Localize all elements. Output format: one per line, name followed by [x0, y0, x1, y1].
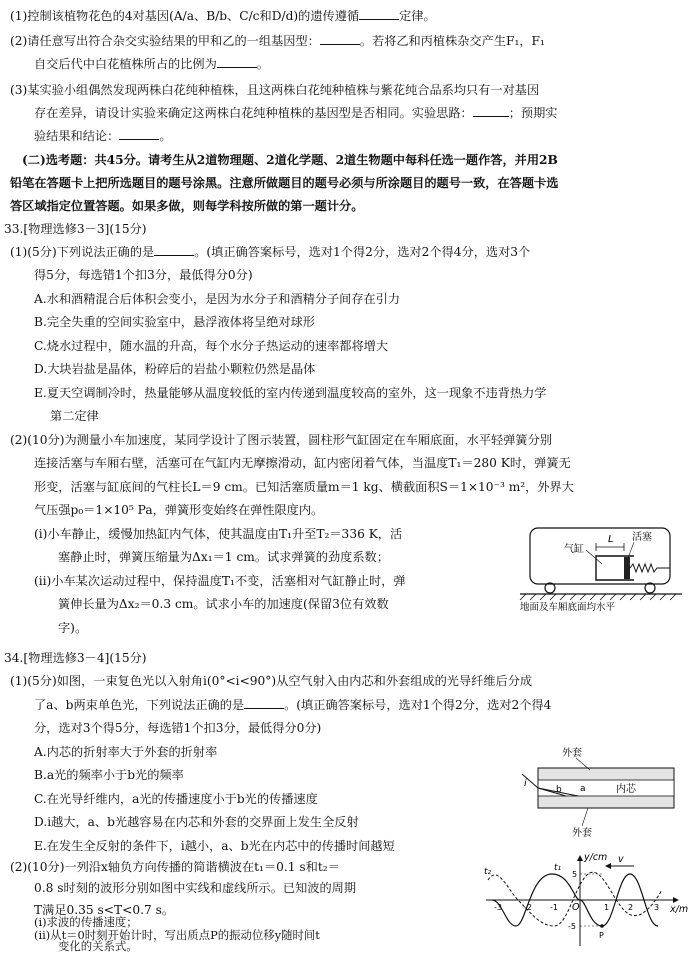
figure-caption: 地面及车厢底面均水平: [520, 602, 616, 612]
answer-blank: [217, 67, 257, 68]
label-O: O: [572, 902, 580, 913]
answer-blank: [473, 116, 509, 117]
q33-part2: (2)(10分)为测量小车加速度，某同学设计了图示装置，圆柱形气缸固定在车厢底面，水平轻弹簧分别: [10, 433, 552, 447]
q-genetics-3-cont2: [34, 128, 172, 144]
y-tick-neg5: -5: [568, 922, 576, 931]
label-outer-bottom: 外套: [572, 828, 592, 839]
optical-fiber-figure: [516, 744, 676, 844]
text: 。若将乙和丙植株杂交产生F₁，F₁: [359, 34, 545, 48]
label-core: 内芯: [616, 784, 636, 795]
elective-instructions-2: 铅笔在答题卡上把所选题目的题号涂黑。注意所做题目的题号必须与所涂题目的题号一致，在答题卡选: [10, 176, 559, 190]
answer-blank: [154, 255, 194, 256]
q34-option-c: C.在光导纤维内，a光的传播速度小于b光的传播速度: [34, 792, 318, 806]
q33-option-e-cont: 第二定律: [50, 409, 99, 423]
q34-part2-i: (ⅰ)求波的传播速度；: [34, 915, 138, 929]
wave-dashed-t2: [488, 872, 662, 926]
q34-heading: 34.[物理选修3－4](15分): [4, 651, 147, 665]
q-genetics-3: (3)某实验小组偶然发现两株白花纯种植株，且这两株白花纯种植株与紫花纯合品系均只有一对基因: [10, 83, 540, 97]
q33-part2-cont2: 形变，活塞与缸底间的气柱长L＝9 cm。已知活塞质量m＝1 kg、横截面积S＝1×10⁻³ m²，外界大: [34, 480, 574, 494]
point-P: [600, 924, 604, 928]
q34-part1-cont: [34, 697, 551, 713]
x-tick-3: 3: [654, 903, 660, 912]
wave-figure: [478, 850, 688, 950]
cart-cylinder-figure: [516, 520, 686, 612]
text: 。: [256, 57, 269, 71]
q34-part1: (1)(5分)如图，一束复色光以入射角i(0°<i<90°)从空气射入由内芯和外套组成的光导纤维后分成: [10, 674, 533, 688]
label-x: x/m: [670, 904, 688, 915]
q33-part2-ii-cont2: 字)。: [58, 621, 88, 635]
q33-part2-cont3: 气压强p₀＝1×10⁵ Pa，弹簧形变始终在弹性限度内。: [34, 503, 324, 517]
q34-part2-ii-cont: 变化的关系式。: [58, 939, 138, 953]
q34-part2-ii: (ⅱ)从t＝0时刻开始计时，写出质点P的振动位移y随时间t: [34, 928, 320, 942]
label-b: b: [556, 785, 562, 795]
label-cylinder: 气缸: [564, 544, 584, 555]
label-t2: t₂: [484, 867, 492, 877]
text: 自交后代中白花植株所占的比例为: [34, 57, 217, 71]
q33-option-e: E.夏天空调制冷时，热量能够从温度较低的室内传递到温度较高的室外，这一现象不违背热力学: [34, 386, 547, 400]
q33-part2-i: (ⅰ)小车静止，缓慢加热缸内气体，使其温度由T₁升至T₂＝336 K，活: [34, 527, 403, 541]
q33-option-a: A.水和酒精混合后体积会变小，是因为水分子和酒精分子间存在引力: [34, 292, 401, 306]
text: 存在差异，请设计实验来确定这两株白花纯种植株的基因型是否相同。实验思路：: [34, 106, 473, 120]
text: 了a、b两束单色光，下列说法正确的是: [34, 698, 245, 712]
q33-part2-ii-cont: 簧伸长量为Δx₂＝0.3 cm。试求小车的加速度(保留3位有效数: [58, 597, 389, 611]
text: 验结果和结论：: [34, 129, 120, 143]
x-tick-neg2: -2: [524, 903, 532, 912]
text: (2)请任意写出符合杂交实验结果的甲和乙的一组基因型：: [10, 34, 320, 48]
elective-instructions-3: 答区域指定位置答题。如果多做，则每学科按所做的第一题计分。: [10, 199, 364, 213]
answer-blank: [359, 19, 399, 20]
q34-part2-cont2: T满足0.35 s<T<0.7 s。: [34, 903, 175, 917]
label-a: a: [580, 784, 586, 794]
q33-option-c: C.烧水过程中，随水温的升高，每个水分子热运动的速率都将增大: [34, 339, 389, 353]
leader-line: [582, 808, 588, 826]
q33-part1-cont: 得5分，每选错1个扣3分，最低得分0分): [34, 268, 253, 282]
q34-option-a: A.内芯的折射率大于外套的折射率: [34, 745, 218, 759]
label-y: y/cm: [584, 852, 608, 863]
text: (1)控制该植物花色的4对基因(A/a、B/b、C/c和D/d)的遗传遵循: [10, 9, 360, 23]
q33-heading: 33.[物理选修3－3](15分): [4, 222, 147, 236]
q33-option-b: B.完全失重的空间实验室中，悬浮液体将呈绝对球形: [34, 315, 315, 329]
text: (1)(5分)下列说法正确的是: [10, 245, 155, 259]
x-tick-neg1: -1: [550, 903, 558, 912]
q34-option-e: E.在发生全反射的条件下，i越小，a、b光在内芯中的传播时间越短: [34, 839, 395, 853]
label-L: L: [608, 534, 614, 545]
q33-option-d: D.大块岩盐是晶体，粉碎后的岩盐小颗粒仍然是晶体: [34, 362, 316, 376]
answer-blank: [244, 708, 284, 709]
q33-part1: [10, 244, 530, 260]
q34-part2: (2)(10分)一列沿x轴负方向传播的简谐横波在t₁＝0.1 s和t₂＝: [10, 860, 340, 874]
label-i: i: [524, 778, 527, 789]
q-genetics-3-cont: [34, 105, 558, 121]
y-tick-5: 5: [572, 870, 578, 879]
label-outer-top: 外套: [562, 748, 582, 759]
q33-part2-i-cont: 塞静止时，弹簧压缩量为Δx₁＝1 cm。试求弹簧的劲度系数；: [58, 550, 389, 564]
text: 。: [159, 129, 172, 143]
text: ；预期实: [508, 106, 558, 120]
elective-instructions-1: (二)选考题：共45分。请考生从2道物理题、2道化学题、2道生物题中每科任选一题作答，并用2B: [22, 153, 558, 167]
q34-part2-cont1: 0.8 s时刻的波形分别如图中实线和虚线所示。已知波的周期: [34, 881, 357, 895]
q34-option-b: B.a光的频率小于b光的频率: [34, 768, 184, 782]
answer-blank: [320, 44, 360, 45]
leader-line: [586, 550, 602, 564]
q-genetics-2: [10, 33, 545, 49]
q-genetics-1: [10, 8, 436, 24]
label-piston: 活塞: [632, 532, 652, 543]
x-tick-neg3: -3: [494, 903, 502, 912]
q33-part2-ii: (ⅱ)小车某次运动过程中，保持温度T₁不变，活塞相对气缸静止时，弹: [34, 574, 406, 588]
q33-part2-cont1: 连接活塞与车厢右壁，活塞可在气缸内无摩擦滑动，缸内密闭着气体，当温度T₁＝280 K时，弹簧无: [34, 456, 571, 470]
q34-part1-cont2: 分，选对3个得5分，每选错1个扣3分，最低得分0分): [34, 721, 322, 735]
text: 。(填正确答案标号，选对1个得2分，选对2个得4分，选对3个: [194, 245, 531, 259]
text: 。(填正确答案标号，选对1个得2分，选对2个得4: [284, 698, 552, 712]
label-t1: t₁: [554, 863, 562, 873]
spring: [630, 564, 670, 572]
text: 定律。: [399, 9, 436, 23]
q-genetics-2-cont: [34, 56, 269, 72]
answer-blank: [119, 139, 159, 140]
q34-option-d: D.i越大，a、b光越容易在内芯和外套的交界面上发生全反射: [34, 815, 359, 829]
ground-hatch: [520, 594, 676, 600]
label-P: P: [599, 931, 604, 940]
piston: [624, 557, 630, 579]
label-v: v: [618, 854, 624, 865]
x-tick-2: 2: [628, 903, 634, 912]
x-tick-1: 1: [604, 903, 610, 912]
